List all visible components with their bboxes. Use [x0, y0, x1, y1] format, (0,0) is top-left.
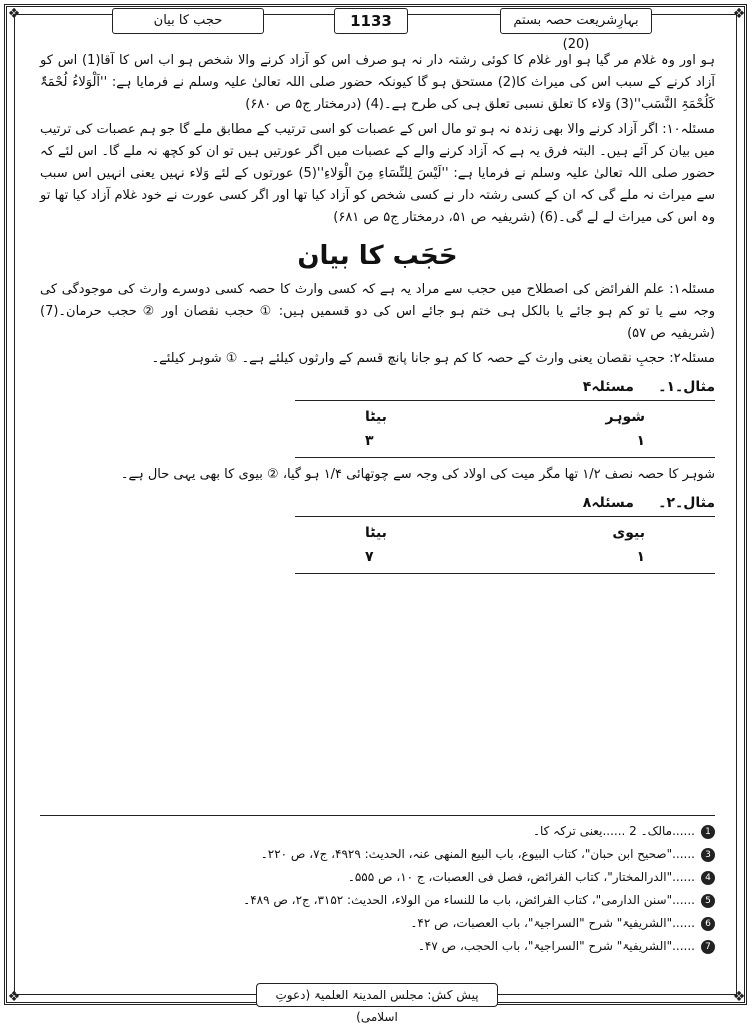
paragraph: مسئلہ۱۰: اگر آزاد کرنے والا بھی زندہ نہ ہو تو مال اس کے عصبات کو اسی ترتیب کے مطابق ملے گا جو ہم عصبات کی ترتیب میں بیان کر آئے ہیں۔ البتہ فرق یہ ہے کہ آزاد کرنے والے کے عصبات میں اگر عورتیں ہیں تو ان کو کچھ نہ ملے گا۔ اس لئے کہ حضور صلی اللہ تعالیٰ علیہ وسلم نے فرمایا ہے: ''لَیْسَ لِلنِّسَاءِ مِنَ الْوَلاءِ''(5) عورتوں کے لئے وَلاء نہیں یعنی انہیں اس سبب سے میراث نہ ملے گی کہ ان کے کسی رشتہ دار نے کسی شخص کو آزاد کیا تھا اور اگر کسی عورت نے خود غلام آزاد کیا تھا تو وہ اس کی میراث لے لے گی۔(6) (شریفیہ ص ۵۱، درمختار ج۵ ص ۶۸۱): [40, 122, 715, 225]
footnote-number: 7: [701, 940, 715, 954]
corner-ornament-icon: ❖: [732, 6, 746, 22]
example-label: مثال۔۲۔: [658, 495, 715, 511]
inheritance-table: [295, 400, 715, 458]
footnote-number: 1: [701, 825, 715, 839]
footnote-number: 4: [701, 871, 715, 885]
share-cell: ۳: [365, 433, 374, 449]
share-cell: ۷: [365, 549, 374, 565]
page-number: 1133: [334, 8, 408, 34]
section-heading: حَجَب کا بیان: [297, 241, 458, 271]
heir-cell: بیوی: [612, 525, 645, 541]
footnote-text: ......"الدرالمختار"، کتاب الفرائض، فصل فی العصبات، ج ۱۰، ص ۵۵۵۔: [347, 870, 695, 884]
example-heading: [40, 376, 715, 398]
share-cell: ۱: [636, 433, 645, 449]
heir-cell: بیٹا: [365, 409, 387, 425]
rule-paragraph: مسئلہ۱: علم الفرائض کی اصطلاح میں حجب سے مراد یہ ہے کہ کسی وارث کا حصہ کسی دوسرے وارث کی موجودگی کی وجہ سے یا تو کم ہو جائے یا بالکل ہی ختم ہو جائے اس کی دو قسمیں ہیں: ① حجب نقصان اور ② حجب حرمان۔(7) (شریفیہ ص ۵۷): [40, 282, 715, 341]
page-footer: پیش کش: مجلس المدینۃ العلمیۃ (دعوتِ اسلامی): [256, 983, 498, 1007]
table-row: [295, 521, 715, 545]
example-label: مثال۔۱۔: [658, 379, 715, 395]
footnote: [40, 935, 715, 958]
footnote: [40, 889, 715, 912]
share-cell: ۱: [636, 549, 645, 565]
footnote-number: 3: [701, 848, 715, 862]
heir-cell: بیٹا: [365, 525, 387, 541]
footnote: [40, 866, 715, 889]
example-heading: [40, 492, 715, 514]
footnote-text: ......"الشریفیۃ" شرح "السراجیۃ"، باب العصبات، ص ۴۲۔: [410, 916, 695, 930]
corner-ornament-icon: ❖: [732, 989, 746, 1005]
rule-paragraph: مسئلہ۲: حجبِ نقصان یعنی وارث کے حصہ کا کم ہو جانا پانچ قسم کے وارثوں کیلئے ہے۔ ① شوہر کیلئے۔: [151, 351, 715, 366]
footnote-number: 5: [701, 894, 715, 908]
footnote: [40, 820, 715, 843]
footnote-text: ......"الشریفیۃ" شرح "السراجیۃ"، باب الحجب، ص ۴۷۔: [417, 939, 695, 953]
corner-ornament-icon: ❖: [7, 6, 21, 22]
footnote-number: 6: [701, 917, 715, 931]
table-row: [295, 545, 715, 569]
footnote: [40, 912, 715, 935]
inheritance-table: [295, 516, 715, 574]
example-note: شوہر کا حصہ نصف ۱/۲ تھا مگر میت کی اولاد کی وجہ سے چوتھائی ۱/۴ ہو گیا، ② بیوی کا بھی یہی حال ہے۔: [120, 467, 715, 482]
footnote-text: ......"صحیح ابن حبان"، کتاب البیوع، باب البیع المنھی عنہ، الحدیث: ۴۹۲۹، ج۷، ص ۲۲۰۔: [260, 847, 695, 861]
chapter-title: حجب کا بیان: [112, 8, 264, 34]
heir-cell: شوہر: [605, 409, 645, 425]
page-body: [40, 50, 715, 580]
example-masala: مسئلہ۸: [582, 495, 634, 511]
book-title: بہارِشریعت حصہ بستم (20): [500, 8, 652, 34]
table-row: [295, 405, 715, 429]
table-row: [295, 429, 715, 453]
footnote-text: ......"سنن الدارمی"، کتاب الفرائض، باب ما للنساء من الولاء، الحدیث: ۳۱۵۲، ج۲، ص ۴۸۹۔: [243, 893, 695, 907]
footnote-text: ......مالک۔ 2 ......یعنی ترکہ کا۔: [532, 824, 695, 838]
example-masala: مسئلہ۴: [582, 379, 634, 395]
footnote: [40, 843, 715, 866]
footnotes: [40, 815, 715, 958]
page-header: [22, 8, 731, 52]
corner-ornament-icon: ❖: [7, 989, 21, 1005]
paragraph: ہو اور وہ غلام مر گیا ہو اور غلام کا کوئی رشتہ دار نہ ہو صرف اس کو آزاد کرنے والا شخص ہو اب اس کا آقا(1) اس کو آزاد کرنے کے سبب اس کی میراث کا(2) مستحق ہو گا کیونکہ حضور صلی اللہ تعالیٰ علیہ وسلم نے فرمایا ہے: ''اَلْوَلاءُ لُحْمَۃٌ کَلُحْمَۃِ النَّسَب''(3) وَلاء کا تعلق نسبی تعلق ہی کی طرح ہے۔(4) (درمختار ج۵ ص ۶۸۰): [40, 53, 715, 112]
